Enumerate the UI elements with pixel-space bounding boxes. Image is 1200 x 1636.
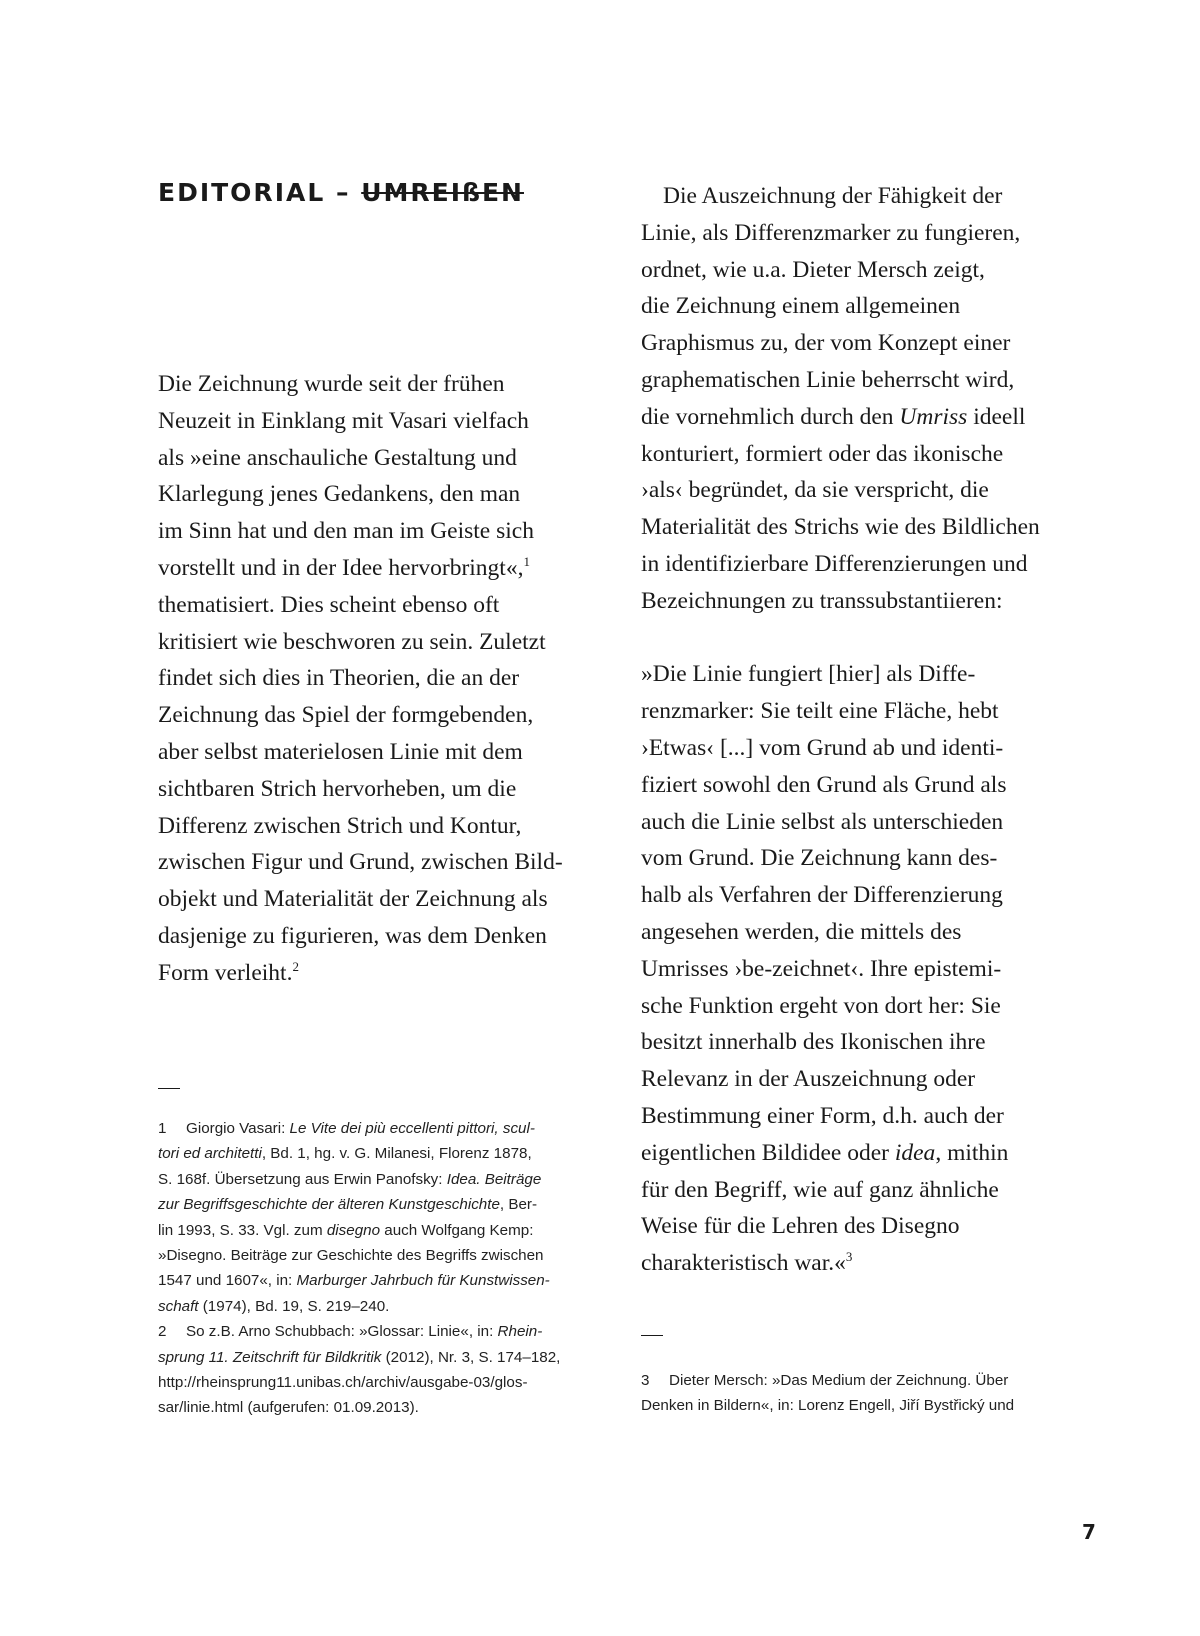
footnote-text: , Bd. 1, hg. v. G. Milanesi, Florenz 1878, xyxy=(261,1145,532,1163)
quote-line: halb als Verfahren der Differenzierung xyxy=(641,882,1003,909)
footnote-text: (1974), Bd. 19, S. 219–240. xyxy=(198,1297,390,1315)
footnote-line xyxy=(158,1345,610,1370)
paragraph-gap xyxy=(641,620,1101,657)
footnote-ref: 1 xyxy=(523,554,530,570)
footnote-italic: Rhein- xyxy=(497,1323,543,1341)
footnote-rule xyxy=(158,1088,180,1089)
body-line: Differenz zwischen Strich und Kontur, xyxy=(158,812,522,839)
quote-line: ›Etwas‹ [...] vom Grund ab und identi- xyxy=(641,734,1004,761)
footnote-text: 1547 und 1607«, in: xyxy=(158,1272,297,1290)
footnote-line xyxy=(158,1218,610,1243)
quote-line: Umrisses ›be-zeichnet‹. Ihre epistemi- xyxy=(641,955,1002,982)
footnote-italic: Marburger Jahrbuch für Kunstwissen- xyxy=(296,1272,550,1290)
body-line: konturiert, formiert oder das ikonische xyxy=(641,440,1004,467)
quote-line: auch die Linie selbst als unterschieden xyxy=(641,808,1004,835)
footnote-text: Giorgio Vasari: xyxy=(186,1120,290,1137)
right-body-text xyxy=(641,178,1101,1282)
footnote-line: Denken in Bildern«, in: Lorenz Engell, Jiří Bystřický und xyxy=(641,1397,1015,1415)
body-line: die Zeichnung einem allgemeinen xyxy=(641,293,961,320)
quote-line: renzmarker: Sie teilt eine Fläche, hebt xyxy=(641,698,999,725)
footnotes-left xyxy=(158,1116,610,1421)
footnote-text: , Ber- xyxy=(499,1196,538,1214)
quote-line xyxy=(641,1245,1101,1282)
footnote-text: lin 1993, S. 33. Vgl. zum xyxy=(158,1221,327,1239)
body-line-text: vorstellt und in der Idee hervorbringt«, xyxy=(158,554,524,581)
footnote-line xyxy=(158,1268,610,1293)
body-line: findet sich dies in Theorien, die an der xyxy=(158,665,520,692)
quote-line: vom Grund. Die Zeichnung kann des- xyxy=(641,845,998,872)
footnote-ref: 2 xyxy=(292,958,299,974)
body-line: ›als‹ begründet, da sie verspricht, die xyxy=(641,477,989,504)
footnote-italic: zur Begriffsgeschichte der älteren Kunstgeschichte xyxy=(158,1196,500,1214)
quote-line: fiziert sowohl den Grund als Grund als xyxy=(641,771,1007,798)
footnote-text: sar/linie.html (aufgerufen: 01.09.2013). xyxy=(158,1399,419,1417)
quote-line: besitzt innerhalb des Ikonischen ihre xyxy=(641,1029,986,1056)
body-line: Klarlegung jenes Gedankens, den man xyxy=(158,481,521,508)
body-line: Neuzeit in Einklang mit Vasari vielfach xyxy=(158,407,529,434)
footnote-line xyxy=(158,1167,610,1192)
body-line: dasjenige zu figurieren, was dem Denken xyxy=(158,922,547,949)
footnote-number: 1 xyxy=(158,1120,167,1137)
body-italic: Umriss xyxy=(899,403,968,430)
footnote-ref: 3 xyxy=(845,1249,853,1265)
footnote-line xyxy=(158,1370,610,1395)
footnotes-right xyxy=(641,1368,1101,1419)
body-line: in identifizierbare Differenzierungen und xyxy=(641,550,1028,577)
body-line: Die Zeichnung wurde seit der frühen xyxy=(158,371,505,397)
quote-line: sche Funktion ergeht von dort her: Sie xyxy=(641,992,1001,1019)
title-prefix: EDITORIAL – xyxy=(158,178,362,207)
footnote-rule xyxy=(641,1335,663,1336)
footnote-italic: tori ed architetti xyxy=(158,1145,262,1163)
footnote-italic: disegno xyxy=(326,1221,381,1239)
body-line: zwischen Figur und Grund, zwischen Bild- xyxy=(158,849,563,876)
quote-line: Relevanz in der Auszeichnung oder xyxy=(641,1066,976,1093)
body-line: ordnet, wie u.a. Dieter Mersch zeigt, xyxy=(641,256,985,283)
quote-line: angesehen werden, die mittels des xyxy=(641,918,962,945)
left-body-text xyxy=(158,366,608,992)
footnote-line xyxy=(158,1141,610,1166)
footnote-line xyxy=(158,1243,610,1268)
quote-line xyxy=(641,1135,1101,1172)
body-line: Graphismus zu, der vom Konzept einer xyxy=(641,330,1011,357)
footnote-line xyxy=(158,1116,610,1141)
footnote-line xyxy=(158,1395,610,1420)
body-line: Zeichnung das Spiel der formgebenden, xyxy=(158,702,534,729)
footnote-italic: Le Vite dei più eccellenti pittori, scul- xyxy=(289,1120,535,1137)
body-line: objekt und Materialität der Zeichnung als xyxy=(158,886,548,913)
body-line: Materialität des Strichs wie des Bildlichen xyxy=(641,514,1040,541)
title-struck-word: UMREIßEN xyxy=(361,178,524,207)
body-line: Bezeichnungen zu transsubstantiieren: xyxy=(641,587,1003,614)
quote-line: Weise für die Lehren des Disegno xyxy=(641,1213,960,1240)
footnote-number: 3 xyxy=(641,1372,650,1389)
footnote-italic: schaft xyxy=(158,1297,199,1315)
body-line xyxy=(158,550,608,587)
footnote-text: Dieter Mersch: »Das Medium der Zeichnung. Über xyxy=(669,1372,1009,1389)
body-line-text: charakteristisch war.« xyxy=(641,1250,846,1277)
body-line: Linie, als Differenzmarker zu fungieren, xyxy=(641,219,1021,246)
quote-line: »Die Linie fungiert [hier] als Diffe- xyxy=(641,661,976,688)
footnote-italic: Idea. Beiträge xyxy=(446,1170,542,1188)
footnote-text: (2012), Nr. 3, S. 174–182, xyxy=(381,1348,561,1366)
body-line-text: Form verleiht. xyxy=(158,959,293,986)
footnote-text: »Disegno. Beiträge zur Geschichte des Begriffs zwischen xyxy=(158,1246,544,1264)
body-line: thematisiert. Dies scheint ebenso oft xyxy=(158,591,500,618)
body-line-text: die vornehmlich durch den xyxy=(641,403,900,430)
body-line: aber selbst materielosen Linie mit dem xyxy=(158,738,523,765)
body-line: sichtbaren Strich hervorheben, um die xyxy=(158,775,517,802)
footnote-line xyxy=(158,1319,610,1344)
footnote-line xyxy=(158,1294,610,1319)
body-italic: idea xyxy=(894,1139,936,1166)
footnote-italic: sprung 11. Zeitschrift für Bildkritik xyxy=(158,1348,382,1366)
body-line: kritisiert wie beschworen zu sein. Zuletzt xyxy=(158,628,546,655)
footnote-text: http://rheinsprung11.unibas.ch/archiv/ausgabe-03/glos- xyxy=(158,1373,528,1391)
body-line: Die Auszeichnung der Fähigkeit der xyxy=(663,183,1003,209)
quote-line: Bestimmung einer Form, d.h. auch der xyxy=(641,1102,1004,1129)
footnote-line xyxy=(641,1368,1101,1393)
page-title xyxy=(158,178,524,207)
quote-line: für den Begriff, wie auf ganz ähnliche xyxy=(641,1176,999,1203)
footnote-line xyxy=(158,1192,610,1217)
body-line xyxy=(158,955,608,992)
body-line: graphematischen Linie beherrscht wird, xyxy=(641,366,1015,393)
page-number: 7 xyxy=(1082,1520,1096,1544)
footnote-text: So z.B. Arno Schubbach: »Glossar: Linie«, in: xyxy=(186,1323,498,1341)
footnote-text: auch Wolfgang Kemp: xyxy=(380,1221,534,1239)
body-line: als »eine anschauliche Gestaltung und xyxy=(158,444,517,471)
body-line: im Sinn hat und den man im Geiste sich xyxy=(158,518,534,545)
footnote-text: S. 168f. Übersetzung aus Erwin Panofsky: xyxy=(158,1170,447,1188)
body-line-text: , mithin xyxy=(935,1139,1009,1166)
body-line-text: ideell xyxy=(967,403,1026,430)
body-line-text: eigentlichen Bildidee oder xyxy=(641,1139,895,1166)
body-line xyxy=(641,399,1101,436)
footnote-number: 2 xyxy=(158,1323,167,1341)
